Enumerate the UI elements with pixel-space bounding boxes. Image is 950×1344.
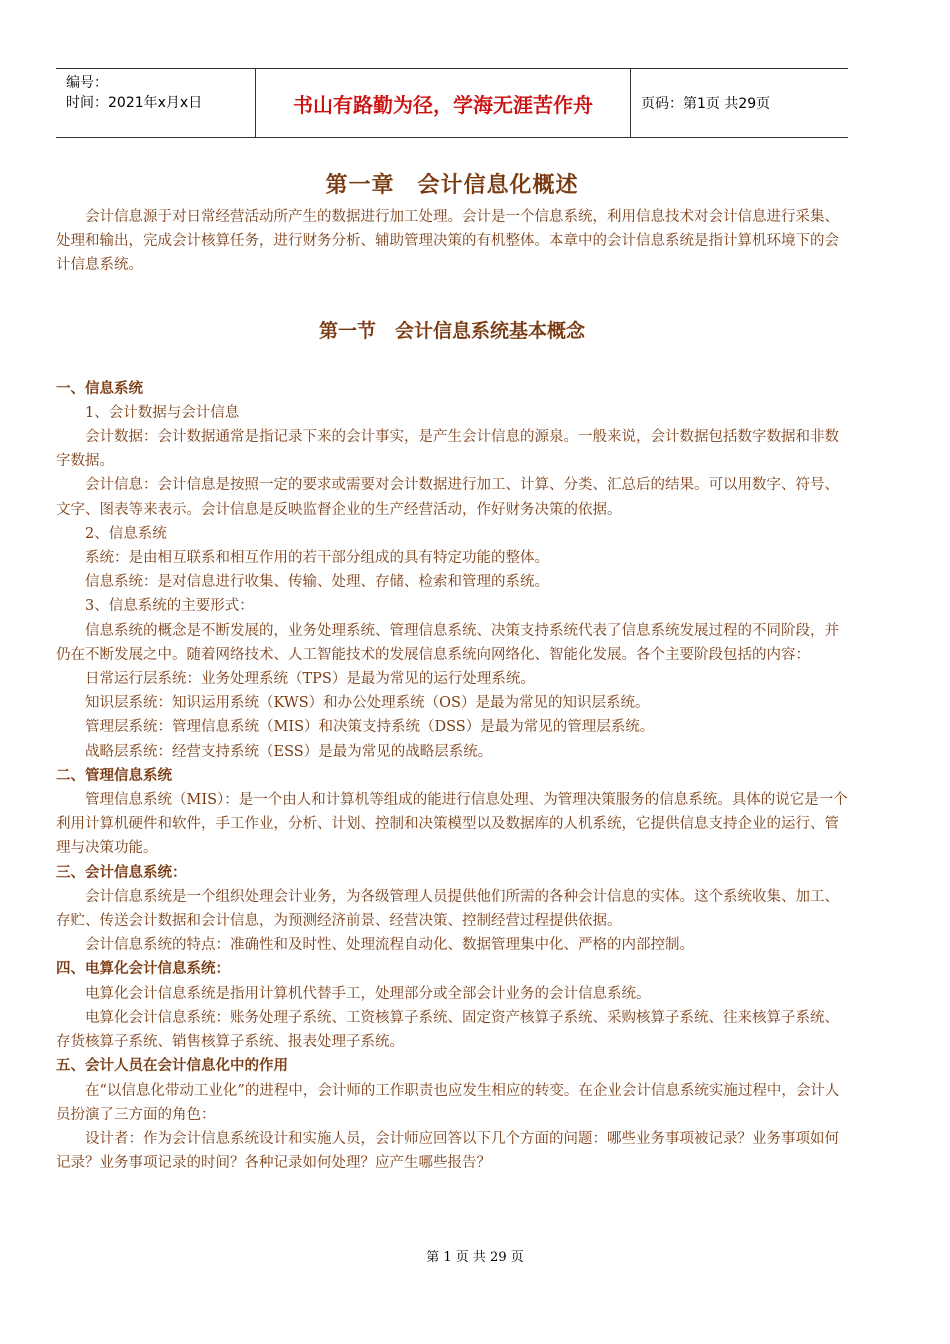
heading-accountant-role: 五、会计人员在会计信息化中的作用	[56, 1058, 288, 1075]
header-page-info: 页码：第1页 共29页	[641, 96, 771, 112]
paragraph: 信息系统的概念是不断发展的，业务处理系统、管理信息系统、决策支持系统代表了信息系统发展过程的不同阶段，并仍在不断发展之中。随着网络技术、人工智能技术的发展信息系统向网络化、智能化发展。各个主要阶段包括的内容：	[56, 622, 839, 663]
heading-mis: 二、管理信息系统	[56, 767, 172, 784]
paragraph: 会计信息系统是一个组织处理会计业务，为各级管理人员提供他们所需的各种会计信息的实体。这个系统收集、加工、存贮、传送会计数据和会计信息，为预测经济前景、经营决策、控制经营过程提供依据。	[56, 888, 839, 930]
section-title: 第一节 会计信息系统基本概念	[318, 319, 585, 342]
subheading: 3、信息系统的主要形式：	[85, 598, 254, 615]
page-footer: 第 1 页 共 29 页	[426, 1250, 524, 1265]
document-number-label: 编号：	[66, 75, 108, 91]
paragraph: 会计信息系统的特点：准确性和及时性、处理流程自动化、数据管理集中化、严格的内部控制。	[85, 937, 694, 954]
subheading: 2、信息系统	[85, 525, 167, 542]
paragraph: 管理信息系统（MIS）：是一个由人和计算机等组成的能进行信息处理、为管理决策服务的信息系统。具体的说它是一个利用计算机硬件和软件，手工作业，分析、计划、控制和决策模型以及数据库的人机系统，它提供信息支持企业的运行、管理与决策功能。	[56, 792, 848, 857]
heading-information-system: 一、信息系统	[56, 380, 143, 397]
paragraph: 系统：是由相互联系和相互作用的若干部分组成的具有特定功能的整体。	[85, 550, 549, 567]
heading-computerized-system: 四、电算化会计信息系统：	[56, 961, 230, 978]
heading-accounting-information-system: 三、会计信息系统：	[56, 864, 187, 881]
subheading: 1、会计数据与会计信息	[85, 404, 240, 421]
paragraph: 日常运行层系统：业务处理系统（TPS）是最为常见的运行处理系统。	[85, 671, 535, 688]
paragraph: 电算化会计信息系统是指用计算机代替手工，处理部分或全部会计业务的会计信息系统。	[85, 985, 651, 1002]
paragraph: 战略层系统：经营支持系统（ESS）是最为常见的战略层系统。	[85, 743, 493, 760]
paragraph: 设计者：作为会计信息系统设计和实施人员，会计师应回答以下几个方面的问题：哪些业务事项被记录？业务事项如何记录？业务事项记录的时间？各种记录如何处理？应产生哪些报告？	[56, 1130, 839, 1172]
page-header	[56, 68, 848, 138]
chapter-title: 第一章 会计信息化概述	[325, 172, 579, 198]
document-time: 时间：2021年x月x日	[66, 95, 203, 111]
header-motto: 书山有路勤为径，学海无涯苦作舟	[256, 69, 631, 137]
paragraph: 会计信息：会计信息是按照一定的要求或需要对会计数据进行加工、计算、分类、汇总后的结果。可以用数字、符号、文字、图表等来表示。会计信息是反映监督企业的生产经营活动，作好财务决策的依据。	[56, 477, 839, 518]
paragraph: 在“以信息化带动工业化”的进程中，会计师的工作职责也应发生相应的转变。在企业会计信息系统实施过程中，会计人员扮演了三方面的角色：	[56, 1082, 840, 1123]
paragraph: 知识层系统：知识运用系统（KWS）和办公处理系统（OS）是最为常见的知识层系统。	[85, 695, 650, 712]
document-body	[56, 168, 848, 1175]
paragraph: 管理层系统：管理信息系统（MIS）和决策支持系统（DSS）是最为常见的管理层系统。	[85, 719, 655, 736]
paragraph: 会计数据：会计数据通常是指记录下来的会计事实，是产生会计信息的源泉。一般来说，会计数据包括数字数据和非数字数据。	[56, 429, 839, 470]
paragraph: 信息系统：是对信息进行收集、传输、处理、存储、检索和管理的系统。	[85, 574, 549, 591]
paragraph: 电算化会计信息系统：账务处理子系统、工资核算子系统、固定资产核算子系统、采购核算子系统、往来核算子系统、存货核算子系统、销售核算子系统、报表处理子系统。	[56, 1009, 839, 1051]
chapter-intro: 会计信息源于对日常经营活动所产生的数据进行加工处理。会计是一个信息系统，利用信息技术对会计信息进行采集、处理和输出，完成会计核算任务，进行财务分析、辅助管理决策的有机整体。本章中的会计信息系统是指计算机环境下的会计信息系统。	[56, 209, 839, 274]
header-meta	[56, 69, 256, 137]
